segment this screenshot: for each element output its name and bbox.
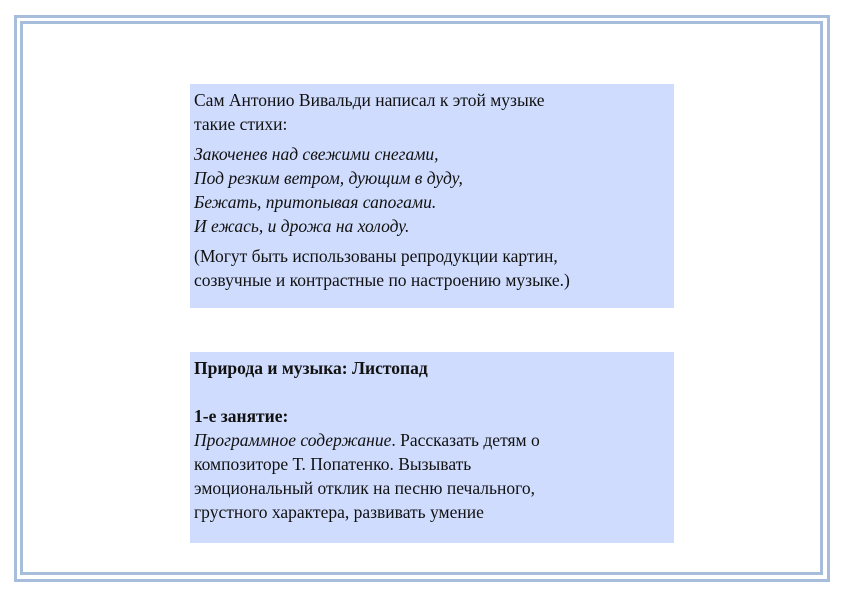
poem-line: И ежась, и дрожа на холоду. <box>194 216 410 236</box>
lesson-text-block <box>190 352 674 543</box>
poem-line: Бежать, притопывая сапогами. <box>194 192 437 212</box>
content-line: композиторе Т. Попатенко. Вызывать <box>194 454 472 474</box>
content-line: эмоциональный отклик на песню печального, <box>194 478 535 498</box>
poem-line: Закоченев над свежими снегами, <box>194 144 439 164</box>
intro-line: Сам Антонио Вивальди написал к этой музыке <box>194 90 545 110</box>
lesson-heading: 1-е занятие: <box>194 406 289 426</box>
content-line: грустного характера, развивать умение <box>194 502 484 522</box>
note-line: (Могут быть использованы репродукции картин, <box>194 246 558 266</box>
poem-line: Под резким ветром, дующим в дуду, <box>194 168 463 188</box>
section-title: Природа и музыка: Листопад <box>194 358 428 378</box>
content-line <box>194 428 670 452</box>
note-line: созвучные и контрастные по настроению музыке.) <box>194 270 570 290</box>
poem <box>194 142 670 238</box>
content-text: . Рассказать детям о <box>391 430 540 450</box>
vivaldi-text-block <box>190 84 674 308</box>
intro-line: такие стихи: <box>194 114 288 134</box>
content-label: Программное содержание <box>194 430 392 450</box>
